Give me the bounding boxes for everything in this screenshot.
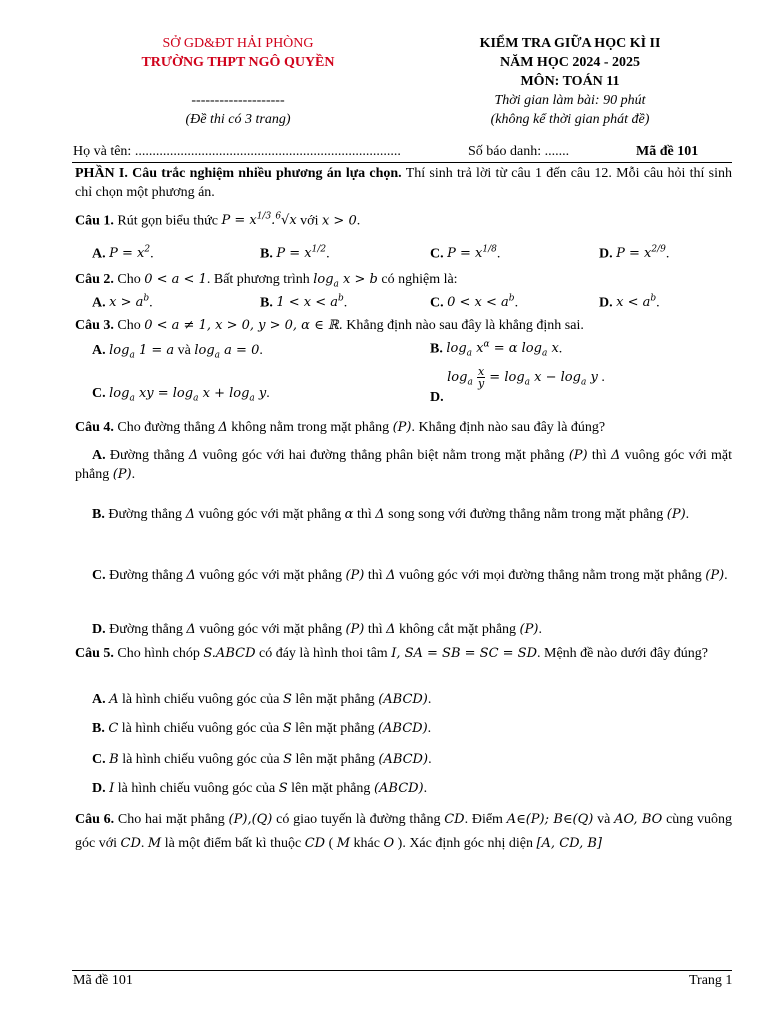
q2-text2: . Bất phương trình	[206, 272, 310, 287]
question-4: Câu 4. Cho đường thẳng Δ không nằm trong mặt phẳng (P). Khẳng định nào sau đây là đúng?	[75, 420, 606, 435]
q4-b5: phẳng	[629, 507, 664, 522]
q4-a5: góc với mặt phẳng	[75, 448, 733, 482]
question-3	[75, 318, 584, 334]
dept-name: SỞ GD&ĐT HẢI PHÒNG	[162, 36, 314, 51]
q1-label: Câu 1.	[75, 213, 114, 229]
q1-option-c: C. $P = x^{1/8}$.	[430, 245, 501, 262]
q4-option-c: C. Đường thẳng Δ vuông góc với mặt phẳng (P) thì Δ vuông góc với mọi đường thẳng nằm trong mặt phẳng (P).	[92, 568, 728, 583]
question-6: Câu 6. Cho hai mặt phẳng (P),(Q) có giao tuyến là đường thẳng CD. Điểm A∈(P); B∈(Q) và AO, BO cùng vuông góc với CD. M là một điểm bất kì thuộc CD ( M khác O ). Xác định góc nhị diện [A, CD, B]	[75, 812, 733, 851]
q6-text2: có giao tuyến là đường thẳng	[276, 812, 441, 827]
footer-page: Trang 1	[689, 973, 733, 988]
q5-text1: Cho hình chóp	[117, 646, 200, 661]
q4-d3: thì	[367, 622, 383, 637]
q4-c5: mặt phẳng	[643, 568, 702, 583]
question-1: Câu 1. Rút gọn biểu thức $P = x^{1/3}.^6√x$ với x > 0.	[75, 212, 361, 229]
q1-condition: x > 0	[321, 213, 357, 229]
q6-text7: (	[328, 836, 334, 851]
question-5: Câu 5. Cho hình chóp S.ABCD có đáy là hình thoi tâm I, SA = SB = SC = SD. Mệnh đề nào dưới đây đúng?	[75, 646, 708, 661]
q3-condition: 0 < a ≠ 1, x > 0, y > 0, α ∈ ℝ.	[144, 318, 343, 333]
q4-a3: thì	[591, 448, 607, 463]
q4-c4: vuông góc với mọi đường thẳng nằm trong	[399, 568, 640, 583]
q6-text4: và	[597, 812, 611, 827]
q4-option-a: A. Đường thẳng Δ vuông góc với hai đường thẳng phân biệt nằm trong mặt phẳng (P) thì Δ vuông góc với mặt phẳng (P).	[75, 448, 733, 482]
q6-text1: Cho hai mặt phẳng	[117, 812, 225, 827]
q3-text2: Khẳng định nào sau đây là khẳng định sai.	[346, 318, 584, 333]
part1-instruction: Thí sinh trả lời từ câu 1 đến câu 12. Mỗi câu hỏi thí sinh chỉ chọn một phương án.	[75, 166, 732, 200]
q4-c2: vuông góc với mặt phẳng	[199, 568, 342, 583]
q1-a-label: A.	[92, 246, 106, 262]
q4-a-label: A.	[92, 448, 106, 463]
q3-text1: Cho	[117, 318, 141, 333]
q3-a-label: A.	[92, 343, 106, 358]
q6-text9: ). Xác định góc nhị	[397, 836, 506, 851]
q5-b-label: B.	[92, 721, 105, 736]
q4-option-d: D. Đường thẳng Δ vuông góc với mặt phẳng (P) thì Δ không cắt mặt phẳng (P).	[92, 622, 542, 637]
q1-text: Rút gọn biểu thức	[117, 213, 218, 229]
q4-b-label: B.	[92, 507, 105, 522]
q4-d-label: D.	[92, 622, 106, 637]
q3-d-label: D.	[430, 390, 444, 405]
q4-d4: không cắt mặt phẳng	[399, 622, 517, 637]
q2-text1: Cho	[117, 272, 141, 287]
q4-text2: không nằm trong mặt phẳng	[231, 420, 390, 435]
q2-option-b: B. $1 < x < a^b$.	[260, 294, 348, 311]
q3-and: và	[177, 343, 191, 358]
q3-c-label: C.	[92, 386, 106, 401]
q1-option-d: D. $P = x^{2/9}$.	[599, 245, 670, 262]
question-2	[75, 272, 458, 290]
q6-text8: khác	[353, 836, 380, 851]
q5-option-d: D. I là hình chiếu vuông góc của S lên mặt phẳng (ABCD).	[92, 781, 428, 796]
q4-d2: vuông góc với mặt phẳng	[199, 622, 342, 637]
q4-b2: vuông góc với mặt phẳng	[198, 507, 342, 522]
q2-text3: có nghiệm là:	[381, 272, 458, 287]
q3-option-c: C. $\log_a$ xy = $\log_a x + \log_a y$.	[92, 386, 270, 404]
q1-option-a: A. $P = x^2$.	[92, 245, 154, 262]
header-right	[450, 34, 690, 129]
pages-note: (Đề thi có 3 trang)	[185, 112, 291, 127]
q5-b-text2: lên mặt phẳng	[295, 721, 375, 736]
q5-d-text2: lên mặt phẳng	[291, 781, 371, 796]
q5-b-text1: là hình chiếu vuông góc của	[121, 721, 280, 736]
q4-c1: Đường thẳng	[109, 568, 183, 583]
exam-code: Mã đề 101	[636, 144, 699, 159]
q4-a2: vuông góc với hai đường thẳng phân biệt nằm trong mặt phẳng	[202, 448, 565, 463]
q5-a-text1: là hình chiếu vuông góc của	[122, 692, 280, 707]
divider	[72, 162, 732, 163]
q4-text3: . Khẳng định nào sau đây là đúng?	[411, 420, 606, 435]
q6-label: Câu 6.	[75, 812, 115, 827]
q2-b-label: B.	[260, 295, 273, 311]
q5-a-label: A.	[92, 692, 106, 707]
q5-c-text2: lên mặt phẳng	[295, 752, 375, 767]
q1-b-label: B.	[260, 246, 273, 262]
q3-label: Câu 3.	[75, 318, 114, 333]
time-note: (không kể thời gian phát đề)	[490, 112, 650, 127]
subject: MÔN: TOÁN 11	[520, 74, 620, 89]
q5-label: Câu 5.	[75, 646, 114, 661]
q4-a4: vuông	[624, 448, 660, 463]
q6-text3: . Điểm	[464, 812, 503, 827]
q4-option-b: B. Đường thẳng Δ vuông góc với mặt phẳng α thì Δ song song với đường thẳng nằm trong mặt phẳng (P).	[92, 507, 690, 522]
q2-d-label: D.	[599, 295, 613, 311]
q6-text6: là một điểm bất kì thuộc	[164, 836, 302, 851]
q2-label: Câu 2.	[75, 272, 114, 287]
q4-text1: Cho đường thẳng	[117, 420, 215, 435]
q4-b4: song song với đường thẳng nằm trong mặt	[388, 507, 626, 522]
q4-label: Câu 4.	[75, 420, 114, 435]
q2-a-label: A.	[92, 295, 106, 311]
exam-title: KIỂM TRA GIỮA HỌC KÌ II	[479, 36, 661, 51]
q5-d-label: D.	[92, 781, 106, 796]
q5-text2: có đáy là hình thoi tâm	[259, 646, 388, 661]
q5-text4: đúng?	[673, 646, 708, 661]
name-field: Họ và tên: ............................................................................	[73, 144, 401, 159]
q3-b-label: B.	[430, 341, 443, 357]
q4-b1: Đường thẳng	[108, 507, 183, 522]
q1-c-label: C.	[430, 246, 444, 262]
q5-a-text2: lên mặt phẳng	[295, 692, 375, 707]
q2-inequality: $\log_a x > b$	[313, 272, 378, 290]
q4-b3: thì	[356, 507, 372, 522]
q5-c-label: C.	[92, 752, 106, 767]
part1-title: PHẦN I. Câu trắc nghiệm nhiều phương án lựa chọn.	[75, 166, 402, 181]
q4-a1: Đường thẳng	[109, 448, 185, 463]
q3-option-b: B. $\log_a x^\alpha = \alpha$ $\log_a x$.	[430, 340, 563, 359]
footer-divider	[72, 970, 732, 971]
q2-option-a: A. $x > a^b$.	[92, 294, 153, 311]
q5-c-text1: là hình chiếu vuông góc của	[122, 752, 280, 767]
q5-d-text1: là hình chiếu vuông góc của	[117, 781, 276, 796]
q5-text3: . Mệnh đề nào dưới đây	[537, 646, 671, 661]
q1-formula: $P = x^{1/3}.^6√x$	[221, 212, 297, 229]
exam-time: Thời gian làm bài: 90 phút	[494, 93, 646, 108]
footer-code: Mã đề 101	[73, 973, 133, 988]
school-year: NĂM HỌC 2024 - 2025	[500, 55, 640, 70]
q6-text5: cùng vuông góc với	[75, 812, 733, 851]
q4-d1: Đường thẳng	[109, 622, 183, 637]
q1-option-b: B. $P = x^{1/2}$.	[260, 245, 330, 262]
school-name: TRƯỜNG THPT NGÔ QUYỀN	[141, 55, 335, 70]
student-id-field: Số báo danh: .......	[468, 144, 570, 159]
q4-c-label: C.	[92, 568, 106, 583]
q5-option-b: B. C là hình chiếu vuông góc của S lên mặt phẳng (ABCD).	[92, 721, 432, 736]
q6-text10: diện	[508, 836, 533, 851]
q2-c-label: C.	[430, 295, 444, 311]
q2-option-c: C. $0 < x < a^b$.	[430, 294, 519, 311]
q3-option-d: D. $\log_a$ $\frac{x}{y}$ = $\log_a x - \log_a y$ .	[430, 365, 605, 405]
q1-d-label: D.	[599, 246, 613, 262]
q1-with: với	[300, 213, 319, 229]
q2-option-d: D. $x < a^b$.	[599, 294, 660, 311]
q5-option-a: A. A là hình chiếu vuông góc của S lên mặt phẳng (ABCD).	[92, 692, 432, 707]
q5-option-c: C. B là hình chiếu vuông góc của S lên mặt phẳng (ABCD).	[92, 752, 432, 767]
q3-option-a: A. $\log_a 1 = a$ và $\log_a a = 0$.	[92, 343, 263, 361]
q4-c3: thì	[367, 568, 383, 583]
header-left	[110, 34, 366, 129]
part1-heading	[75, 164, 732, 202]
q2-condition: 0 < a < 1	[144, 272, 207, 287]
dashes: --------------------	[191, 93, 285, 108]
